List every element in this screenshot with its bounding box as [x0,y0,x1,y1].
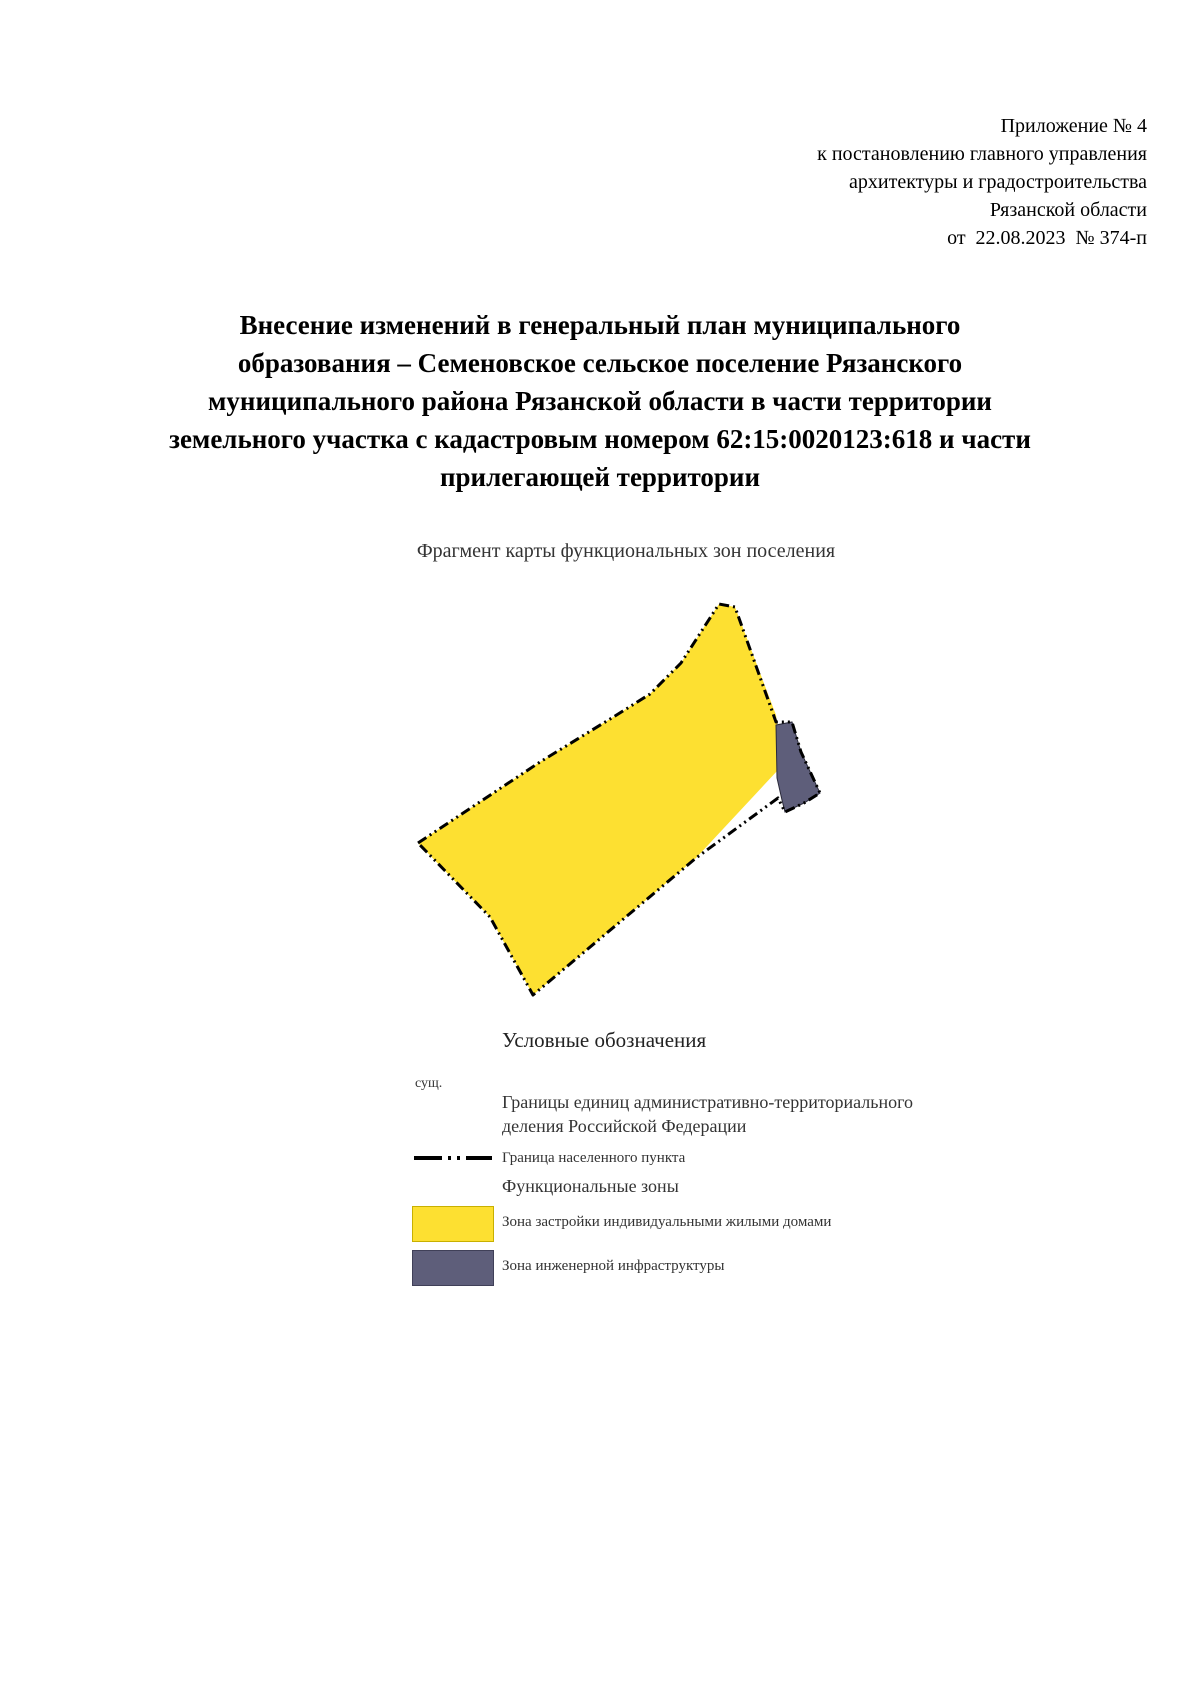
legend-residential-zone: Зона застройки индивидуальными жилыми домами [502,1214,832,1230]
legend-admin-line-2: деления Российской Федерации [502,1116,747,1136]
appendix-date-number: от 22.08.2023 № 374-п [947,227,1147,249]
legend-existing-label: сущ. [415,1076,443,1091]
legend-zones-title: Функциональные зоны [502,1176,679,1196]
legend-title: Условные обозначения [502,1028,707,1052]
infrastructure-zone-swatch [412,1250,494,1286]
title-line-5: прилегающей территории [439,462,761,492]
title-line-3: муниципального района Рязанской области в части территории [208,386,992,416]
map-caption: Фрагмент карты функциональных зон поселения [416,540,836,562]
title-line-1: Внесение изменений в генеральный план муниципального [239,310,961,340]
appendix-line-3: архитектуры и градостроительства [849,171,1147,193]
residential-zone-swatch [412,1206,494,1242]
settlement-boundary-sample [412,1152,494,1164]
title-line-4: земельного участка с кадастровым номером 62:15:0020123:618 и части [169,424,1031,454]
appendix-line-2: к постановлению главного управления [817,143,1147,165]
title-line-2: образования – Семеновское сельское поселение Рязанского [237,348,963,378]
appendix-line-4: Рязанской области [989,199,1147,221]
legend-admin-line-1: Границы единиц административно-территориального [502,1092,914,1112]
appendix-line-1: Приложение № 4 [1000,115,1147,137]
legend-admin-boundaries [502,1090,1022,1138]
legend-settlement-boundary: Граница населенного пункта [502,1150,686,1166]
residential-zone-polygon [418,604,779,995]
legend-infrastructure-zone: Зона инженерной инфраструктуры [502,1258,725,1274]
